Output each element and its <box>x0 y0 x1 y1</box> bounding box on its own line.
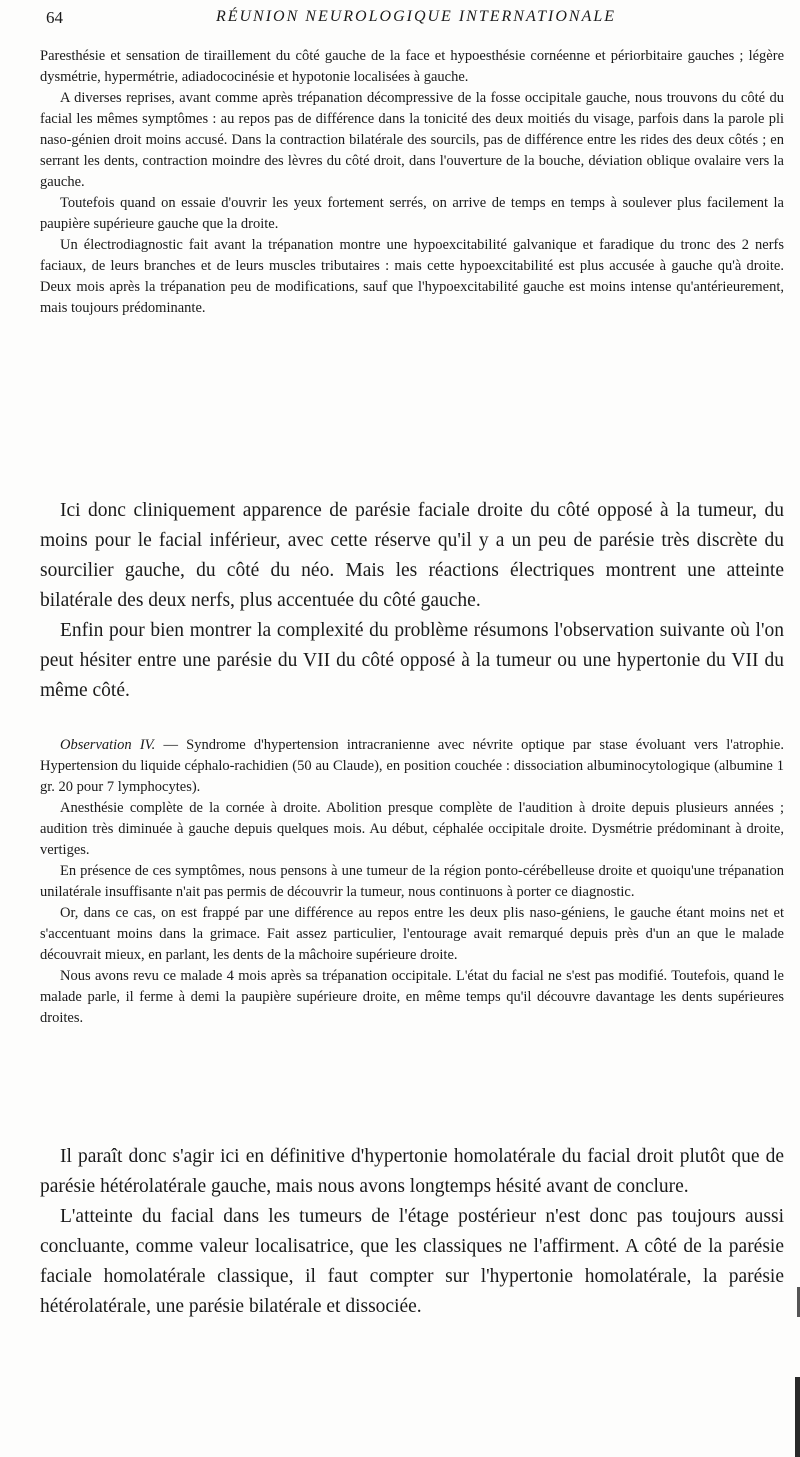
page-number: 64 <box>46 8 63 27</box>
paragraph: Nous avons revu ce malade 4 mois après sa trépanation occipitale. L'état du facial ne s'est pas modifié. Toutefois, quand le malade parle, il ferme à demi la paupière supérieure droite, en même temps qu'il découvre davantage les dents supérieures droites. <box>40 968 784 1026</box>
paragraph: L'atteinte du facial dans les tumeurs de l'étage postérieur n'est donc pas toujours aussi concluante, comme valeur localisatrice, que les classiques ne l'affirment. A côté de la parésie faciale homolatérale classique, il faut compter sur l'hypertonie homolatérale, la parésie hétérolatérale, une parésie bilatérale et dissociée. <box>40 1206 784 1317</box>
paragraph: Un électrodiagnostic fait avant la trépanation montre une hypoexcitabilité galvanique et faradique du tronc des 2 nerfs faciaux, de leurs branches et de leurs muscles tributaires : mais cette hypoexcitabilité est plus accusée à gauche qu'à droite. Deux mois après la trépanation peu de modifications, sauf que l'hypoexcitabilité gauche est moins intense qu'antérieurement, mais toujours prédominante. <box>40 237 784 316</box>
paragraph: Il paraît donc s'agir ici en définitive d'hypertonie homolatérale du facial droit plutôt que de parésie hétérolatérale gauche, mais nous avons longtemps hésité avant de conclure. <box>40 1146 784 1197</box>
discussion-block <box>40 496 784 706</box>
paragraph: Toutefois quand on essaie d'ouvrir les yeux fortement serrés, on arrive de temps en temps à soulever plus facilement la paupière supérieure gauche que la droite. <box>40 195 784 232</box>
paragraph: A diverses reprises, avant comme après trépanation décompressive de la fosse occipitale gauche, nous trouvons du côté du facial les mêmes symptômes : au repos pas de différence dans la tonicité des deux moitiés du visage, parfois dans la parole pli naso-génien droit moins accusé. Dans la contraction bilatérale des sourcils, pas de différence entre les rides des deux côtés ; en serrant les dents, contraction moindre des lèvres du côté droit, dans l'ouverture de la bouche, déviation oblique ovalaire vers la gauche. <box>40 90 784 190</box>
observation-dash: — <box>155 737 187 753</box>
paragraph: Anesthésie complète de la cornée à droite. Abolition presque complète de l'audition à droite depuis plusieurs années ; audition très diminuée à gauche depuis quelques mois. Au début, céphalée occipitale droite. Dysmétrie prédominant à droite, vertiges. <box>40 800 784 858</box>
paragraph: Paresthésie et sensation de tiraillement du côté gauche de la face et hypoesthésie cornéenne et périorbitaire gauches ; légère dysmétrie, hypermétrie, adiadococinésie et hypotonie localisées à gauche. <box>40 48 784 85</box>
paragraph: Or, dans ce cas, on est frappé par une différence au repos entre les deux plis naso-géniens, le gauche étant moins net et s'accentuant moins dans la grimace. Fait assez particulier, l'entourage avait remarqué depuis près d'un an que le malade découvrait mieux, en parlant, les dents de la mâchoire supérieure droite. <box>40 905 784 963</box>
observation-text: Syndrome d'hypertension intracranienne avec névrite optique par stase évoluant vers l'atrophie. Hypertension du liquide céphalo-rachidien (50 au Claude), en position couchée : dissociation albuminocytologique (albumine 1 gr. 20 pour 7 lymphocytes). <box>40 737 784 795</box>
page-header <box>46 8 786 32</box>
scan-edge-mark <box>795 1377 800 1457</box>
observation-label: Observation IV. <box>60 737 156 753</box>
paragraph: Enfin pour bien montrer la complexité du problème résumons l'observation suivante où l'on peut hésiter entre une parésie du VII du côté opposé à la tumeur ou une hypertonie du VII du même côté. <box>40 620 784 701</box>
observation-intro <box>40 735 784 798</box>
conclusion-block <box>40 1142 784 1322</box>
running-title: RÉUNION NEUROLOGIQUE INTERNATIONALE <box>215 8 617 25</box>
paragraph: Ici donc cliniquement apparence de parésie faciale droite du côté opposé à la tumeur, du moins pour le facial inférieur, avec cette réserve qu'il y a un peu de parésie très discrète du sourcilier gauche, du côté du néo. Mais les réactions électriques montrent une atteinte bilatérale des deux nerfs, plus accentuée du côté gauche. <box>40 500 784 611</box>
case-description-block <box>40 46 784 319</box>
paragraph: En présence de ces symptômes, nous pensons à une tumeur de la région ponto-cérébelleuse droite et quoiqu'une trépanation unilatérale insuffisante n'ait pas permis de découvrir la tumeur, nous continuons à porter ce diagnostic. <box>40 863 784 900</box>
observation-block <box>40 735 784 1029</box>
